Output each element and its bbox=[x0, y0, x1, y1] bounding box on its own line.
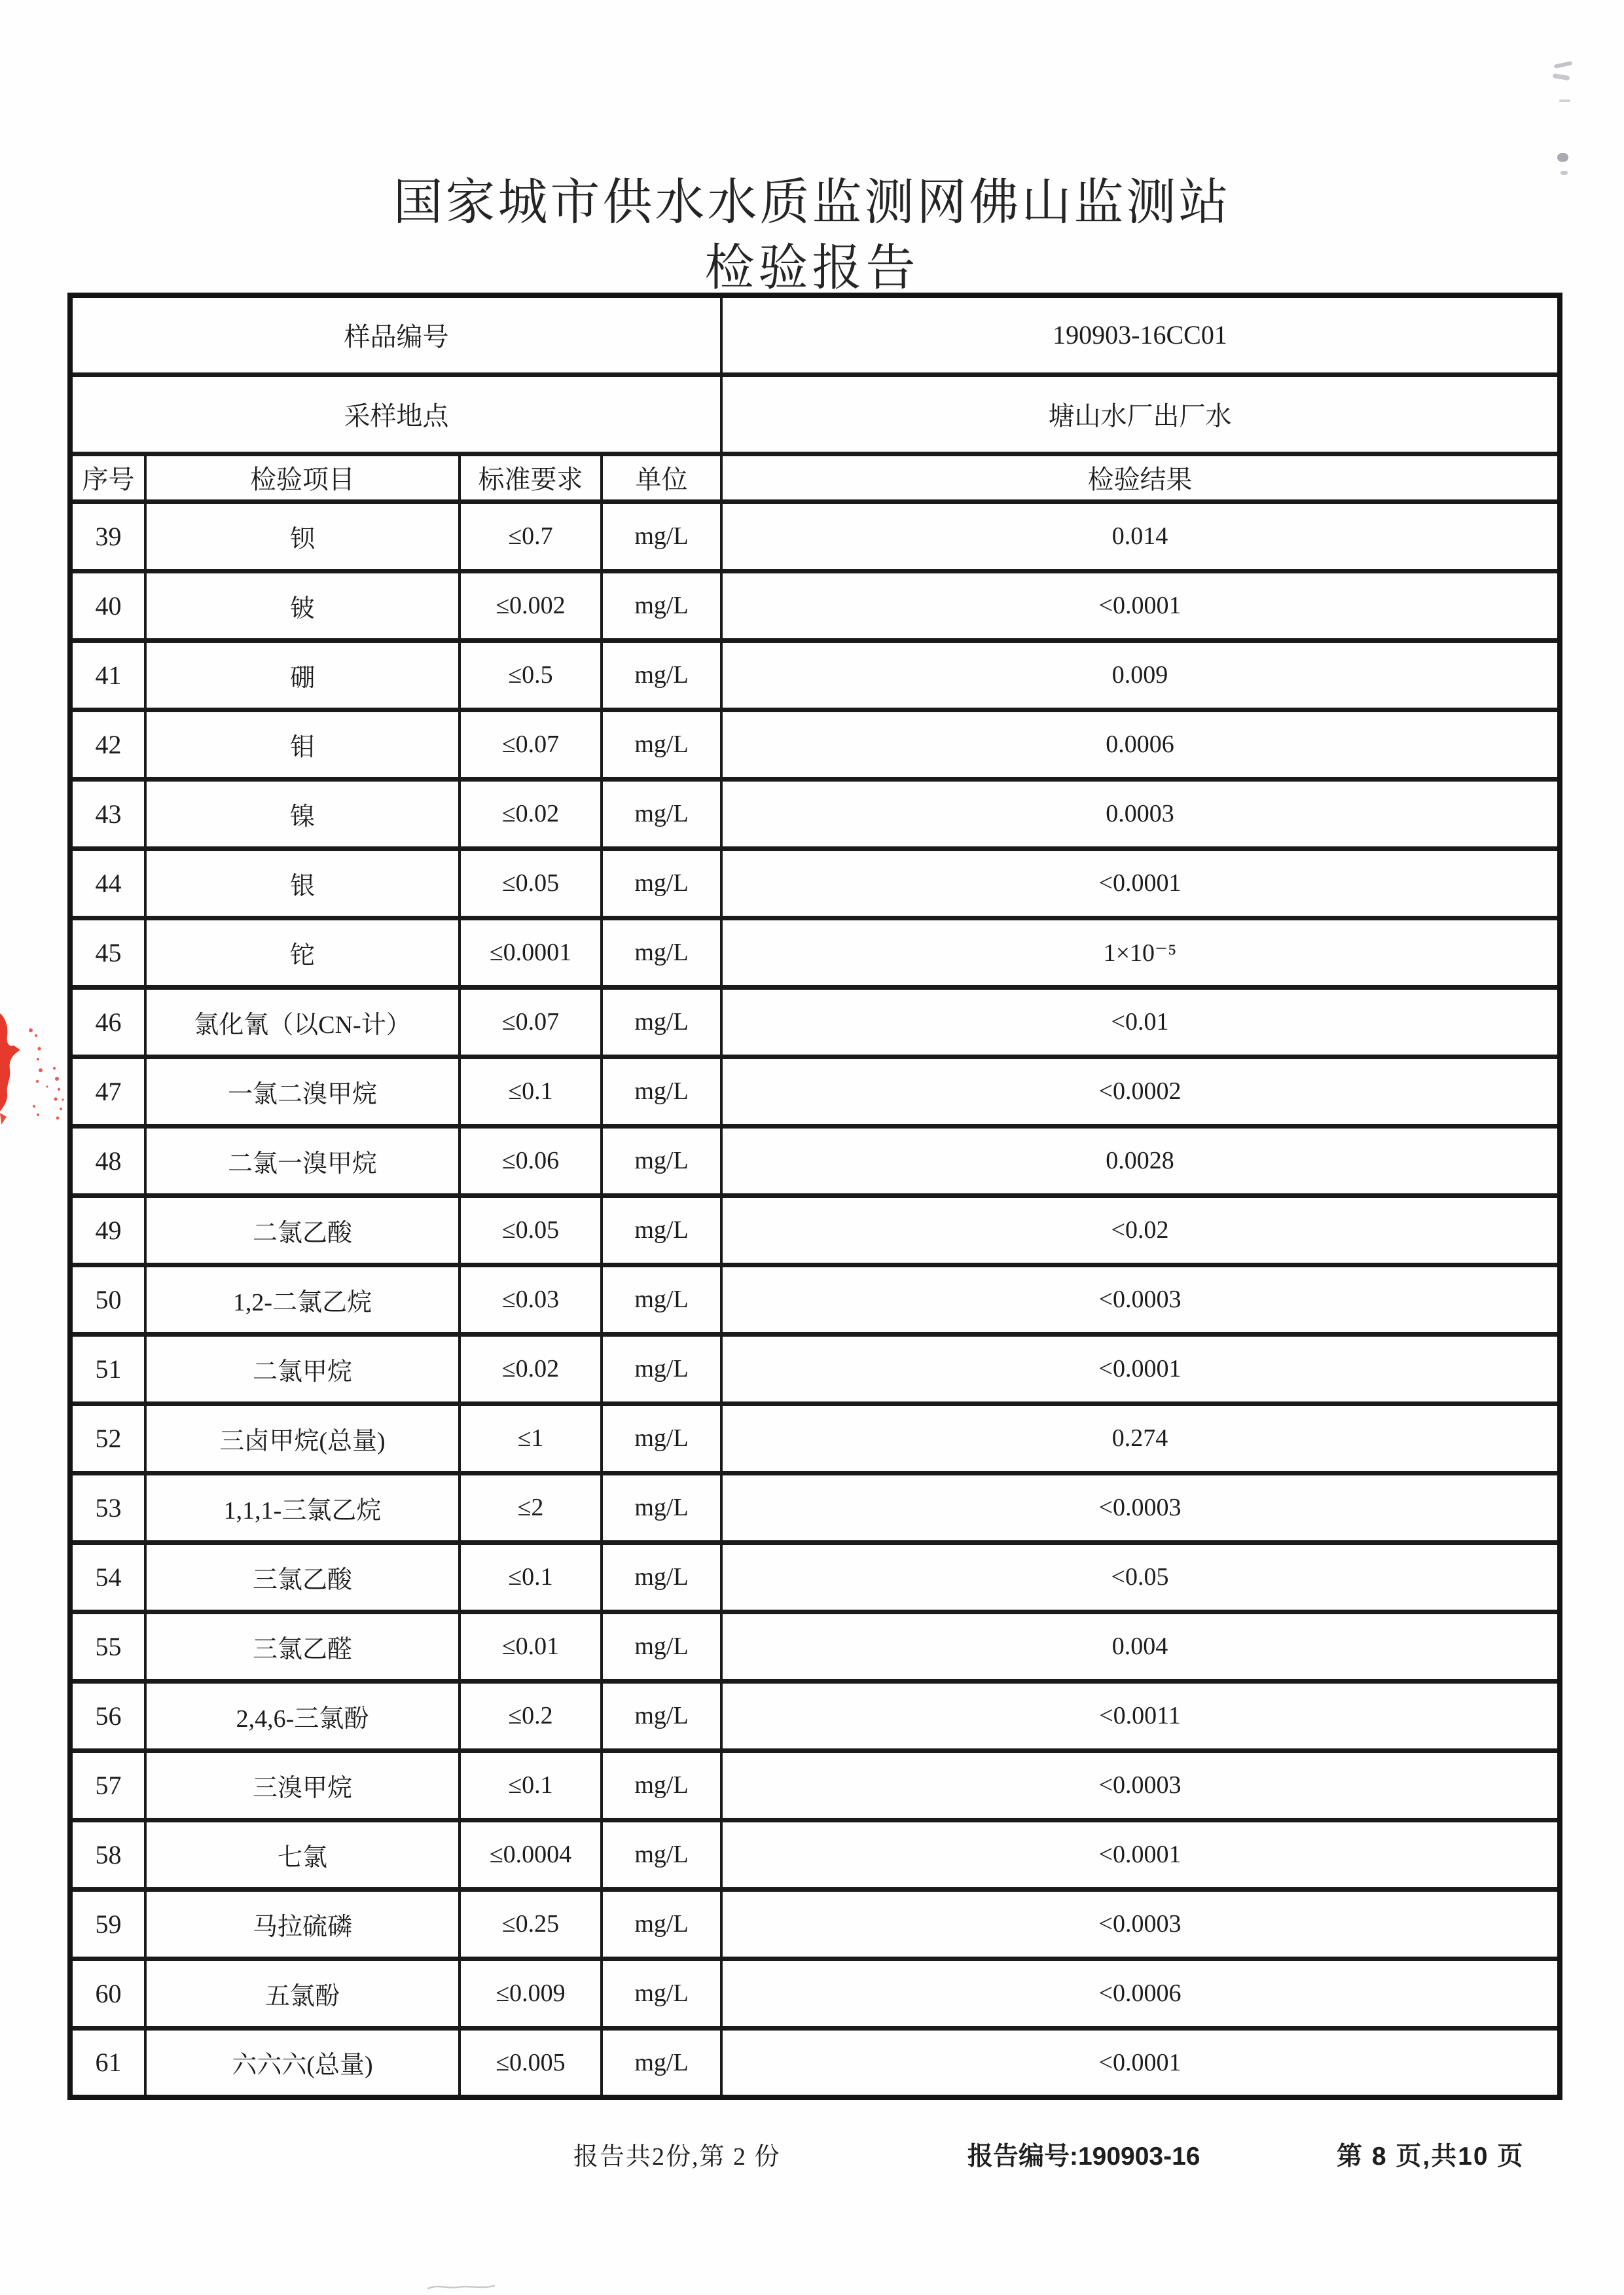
cell-standard: ≤0.1 bbox=[460, 1542, 602, 1612]
cell-item: 钡 bbox=[145, 501, 460, 571]
table-row bbox=[70, 848, 1560, 918]
cell-no: 44 bbox=[70, 848, 145, 918]
sample-id-value: 190903-16CC01 bbox=[721, 295, 1560, 374]
table-row bbox=[70, 1820, 1560, 1889]
cell-item: 三卤甲烷(总量) bbox=[145, 1403, 460, 1473]
cell-standard: ≤0.005 bbox=[460, 2028, 602, 2097]
cell-item: 马拉硫磷 bbox=[145, 1889, 460, 1959]
cell-unit: mg/L bbox=[602, 1057, 721, 1126]
cell-result: 0.0006 bbox=[721, 710, 1560, 779]
cell-unit: mg/L bbox=[602, 1542, 721, 1612]
cell-item: 三溴甲烷 bbox=[145, 1750, 460, 1820]
cell-no: 40 bbox=[70, 571, 145, 640]
table-row bbox=[70, 779, 1560, 848]
table-header-row bbox=[70, 454, 1560, 501]
cell-item: 1,2-二氯乙烷 bbox=[145, 1265, 460, 1334]
cell-result: <0.0011 bbox=[721, 1681, 1560, 1750]
cell-result: 0.014 bbox=[721, 501, 1560, 571]
cell-standard: ≤0.03 bbox=[460, 1265, 602, 1334]
cell-result: <0.0003 bbox=[721, 1473, 1560, 1542]
cell-item: 氯化氰（以CN-计） bbox=[145, 987, 460, 1057]
cell-no: 51 bbox=[70, 1334, 145, 1403]
report-subtitle: 检验报告 bbox=[704, 241, 920, 296]
sampling-location-value: 塘山水厂出厂水 bbox=[721, 374, 1560, 454]
table-row bbox=[70, 918, 1560, 987]
cell-standard: ≤0.002 bbox=[460, 571, 602, 640]
cell-no: 56 bbox=[70, 1681, 145, 1750]
table-row bbox=[70, 1265, 1560, 1334]
cell-standard: ≤0.2 bbox=[460, 1681, 602, 1750]
cell-result: <0.0001 bbox=[721, 571, 1560, 640]
cell-result: <0.05 bbox=[721, 1542, 1560, 1612]
cell-item: 硼 bbox=[145, 640, 460, 710]
cell-result: 1×10⁻⁵ bbox=[721, 918, 1560, 987]
cell-unit: mg/L bbox=[602, 2028, 721, 2097]
cell-no: 42 bbox=[70, 710, 145, 779]
cell-result: <0.0006 bbox=[721, 1959, 1560, 2028]
cell-no: 50 bbox=[70, 1265, 145, 1334]
cell-item: 二氯乙酸 bbox=[145, 1195, 460, 1265]
cell-standard: ≤0.25 bbox=[460, 1889, 602, 1959]
cell-result: <0.01 bbox=[721, 987, 1560, 1057]
cell-standard: ≤1 bbox=[460, 1403, 602, 1473]
cell-unit: mg/L bbox=[602, 1195, 721, 1265]
table-row bbox=[70, 987, 1560, 1057]
cell-item: 二氯一溴甲烷 bbox=[145, 1126, 460, 1195]
cell-result: <0.0001 bbox=[721, 848, 1560, 918]
cell-item: 铍 bbox=[145, 571, 460, 640]
cell-no: 52 bbox=[70, 1403, 145, 1473]
table-row bbox=[70, 1334, 1560, 1403]
cell-standard: ≤0.01 bbox=[460, 1612, 602, 1681]
cell-unit: mg/L bbox=[602, 1959, 721, 2028]
cell-item: 三氯乙酸 bbox=[145, 1542, 460, 1612]
cell-no: 54 bbox=[70, 1542, 145, 1612]
cell-unit: mg/L bbox=[602, 1126, 721, 1195]
report-title: 国家城市供水水质监测网佛山监测站 bbox=[393, 175, 1231, 230]
cell-unit: mg/L bbox=[602, 987, 721, 1057]
table-row bbox=[70, 710, 1560, 779]
table-row bbox=[70, 1195, 1560, 1265]
sample-id-label: 样品编号 bbox=[70, 295, 721, 374]
cell-no: 41 bbox=[70, 640, 145, 710]
cell-unit: mg/L bbox=[602, 1403, 721, 1473]
cell-standard: ≤0.1 bbox=[460, 1750, 602, 1820]
cell-item: 六六六(总量) bbox=[145, 2028, 460, 2097]
cell-standard: ≤0.5 bbox=[460, 640, 602, 710]
cell-no: 45 bbox=[70, 918, 145, 987]
cell-standard: ≤0.0004 bbox=[460, 1820, 602, 1889]
table-row bbox=[70, 1403, 1560, 1473]
cell-unit: mg/L bbox=[602, 918, 721, 987]
cell-item: 1,1,1-三氯乙烷 bbox=[145, 1473, 460, 1542]
table-row bbox=[70, 640, 1560, 710]
table-row bbox=[70, 1959, 1560, 2028]
cell-unit: mg/L bbox=[602, 1681, 721, 1750]
cell-result: <0.0003 bbox=[721, 1265, 1560, 1334]
cell-unit: mg/L bbox=[602, 1889, 721, 1959]
cell-standard: ≤0.07 bbox=[460, 987, 602, 1057]
cell-standard: ≤0.05 bbox=[460, 848, 602, 918]
cell-unit: mg/L bbox=[602, 779, 721, 848]
cell-standard: ≤0.06 bbox=[460, 1126, 602, 1195]
report-table bbox=[67, 293, 1562, 2100]
table-row bbox=[70, 2028, 1560, 2097]
sampling-location-row bbox=[70, 374, 1560, 454]
cell-no: 61 bbox=[70, 2028, 145, 2097]
header-result: 检验结果 bbox=[721, 454, 1560, 501]
table-row bbox=[70, 571, 1560, 640]
cell-no: 58 bbox=[70, 1820, 145, 1889]
cell-item: 镍 bbox=[145, 779, 460, 848]
pencil-squiggle bbox=[425, 2281, 497, 2292]
footer-page-number: 第 8 页,共10 页 bbox=[1337, 2142, 1525, 2171]
cell-standard: ≤2 bbox=[460, 1473, 602, 1542]
cell-item: 一氯二溴甲烷 bbox=[145, 1057, 460, 1126]
cell-no: 47 bbox=[70, 1057, 145, 1126]
table-row bbox=[70, 1542, 1560, 1612]
cell-item: 三氯乙醛 bbox=[145, 1612, 460, 1681]
cell-result: 0.274 bbox=[721, 1403, 1560, 1473]
cell-item: 五氯酚 bbox=[145, 1959, 460, 2028]
cell-item: 钼 bbox=[145, 710, 460, 779]
cell-unit: mg/L bbox=[602, 1612, 721, 1681]
cell-unit: mg/L bbox=[602, 640, 721, 710]
table-row bbox=[70, 501, 1560, 571]
cell-no: 57 bbox=[70, 1750, 145, 1820]
sample-id-row bbox=[70, 295, 1560, 374]
table-row bbox=[70, 1057, 1560, 1126]
cell-unit: mg/L bbox=[602, 571, 721, 640]
header-item: 检验项目 bbox=[145, 454, 460, 501]
cell-item: 铊 bbox=[145, 918, 460, 987]
cell-result: <0.0001 bbox=[721, 1820, 1560, 1889]
cell-unit: mg/L bbox=[602, 848, 721, 918]
cell-standard: ≤0.02 bbox=[460, 779, 602, 848]
cell-item: 银 bbox=[145, 848, 460, 918]
cell-result: 0.0003 bbox=[721, 779, 1560, 848]
cell-standard: ≤0.02 bbox=[460, 1334, 602, 1403]
cell-result: <0.0003 bbox=[721, 1750, 1560, 1820]
cell-standard: ≤0.009 bbox=[460, 1959, 602, 2028]
cell-no: 39 bbox=[70, 501, 145, 571]
cell-standard: ≤0.07 bbox=[460, 710, 602, 779]
cell-unit: mg/L bbox=[602, 1750, 721, 1820]
report-footer bbox=[0, 2136, 1624, 2170]
table-row bbox=[70, 1750, 1560, 1820]
cell-unit: mg/L bbox=[602, 710, 721, 779]
cell-unit: mg/L bbox=[602, 1473, 721, 1542]
cell-no: 55 bbox=[70, 1612, 145, 1681]
table-row bbox=[70, 1889, 1560, 1959]
table-row bbox=[70, 1612, 1560, 1681]
cell-no: 48 bbox=[70, 1126, 145, 1195]
cell-no: 53 bbox=[70, 1473, 145, 1542]
header-no: 序号 bbox=[70, 454, 145, 501]
cell-no: 46 bbox=[70, 987, 145, 1057]
cell-no: 49 bbox=[70, 1195, 145, 1265]
red-ink-mark bbox=[0, 1008, 79, 1146]
table-row bbox=[70, 1681, 1560, 1750]
cell-item: 七氯 bbox=[145, 1820, 460, 1889]
cell-result: <0.0001 bbox=[721, 1334, 1560, 1403]
scan-smudge bbox=[1557, 153, 1568, 162]
cell-item: 二氯甲烷 bbox=[145, 1334, 460, 1403]
cell-result: <0.0003 bbox=[721, 1889, 1560, 1959]
scan-smudge bbox=[1559, 99, 1570, 102]
cell-standard: ≤0.05 bbox=[460, 1195, 602, 1265]
scan-smudge bbox=[1553, 73, 1570, 81]
cell-no: 60 bbox=[70, 1959, 145, 2028]
header-unit: 单位 bbox=[602, 454, 721, 501]
table-body bbox=[70, 501, 1560, 2097]
cell-result: <0.0001 bbox=[721, 2028, 1560, 2097]
cell-standard: ≤0.1 bbox=[460, 1057, 602, 1126]
scan-smudge bbox=[1554, 61, 1573, 69]
cell-result: 0.009 bbox=[721, 640, 1560, 710]
cell-unit: mg/L bbox=[602, 501, 721, 571]
cell-no: 59 bbox=[70, 1889, 145, 1959]
cell-result: 0.004 bbox=[721, 1612, 1560, 1681]
footer-copies: 报告共2份,第 2 份 bbox=[573, 2143, 781, 2171]
cell-unit: mg/L bbox=[602, 1820, 721, 1889]
header-standard: 标准要求 bbox=[460, 454, 602, 501]
footer-report-number: 报告编号:190903-16 bbox=[967, 2142, 1200, 2171]
cell-no: 43 bbox=[70, 779, 145, 848]
cell-result: <0.02 bbox=[721, 1195, 1560, 1265]
sampling-location-label: 采样地点 bbox=[70, 374, 721, 454]
table-row bbox=[70, 1126, 1560, 1195]
cell-unit: mg/L bbox=[602, 1334, 721, 1403]
cell-result: 0.0028 bbox=[721, 1126, 1560, 1195]
cell-item: 2,4,6-三氯酚 bbox=[145, 1681, 460, 1750]
cell-unit: mg/L bbox=[602, 1265, 721, 1334]
cell-result: <0.0002 bbox=[721, 1057, 1560, 1126]
cell-standard: ≤0.0001 bbox=[460, 918, 602, 987]
cell-standard: ≤0.7 bbox=[460, 501, 602, 571]
table-row bbox=[70, 1473, 1560, 1542]
